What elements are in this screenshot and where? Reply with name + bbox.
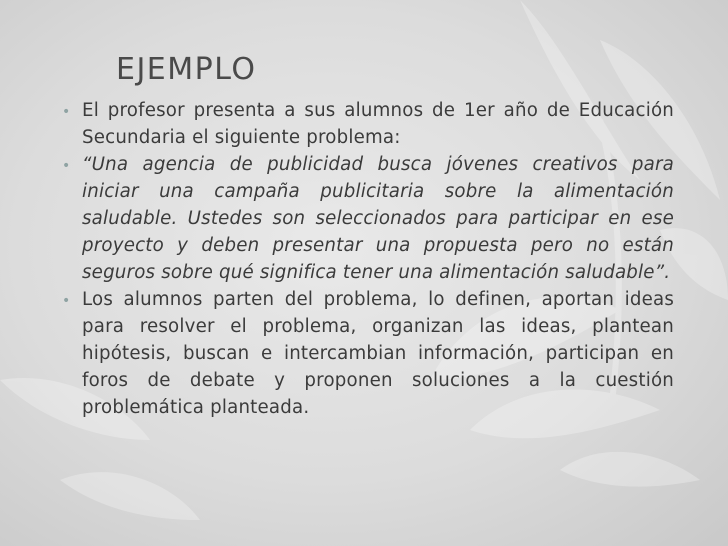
bullet-icon: • (62, 104, 71, 120)
bullet-item (62, 151, 674, 286)
bullet-item (62, 286, 674, 421)
bullet-item (62, 97, 674, 151)
slide-title: EJEMPLO (116, 52, 257, 87)
bullet-text: “Una agencia de publicidad busca jóvenes creativos para iniciar una campaña publicitaria sobre la alimentación saludable. Ustedes son seleccionados para participar en ese proyecto y deben presentar una propuesta pero no están seguros sobre qué significa tener una alimentación saludable”. (82, 154, 674, 283)
bullet-text: Los alumnos parten del problema, lo definen, aportan ideas para resolver el problema, organizan las ideas, plantean hipótesis, buscan e intercambian información, participan en foros de debate y proponen soluciones a la cuestión problemática planteada. (82, 289, 674, 418)
bullet-text: El profesor presenta a sus alumnos de 1er año de Educación Secundaria el siguiente problema: (82, 100, 674, 148)
bullet-icon: • (62, 293, 71, 309)
bullet-icon: • (62, 158, 71, 174)
bullet-list (62, 97, 674, 421)
